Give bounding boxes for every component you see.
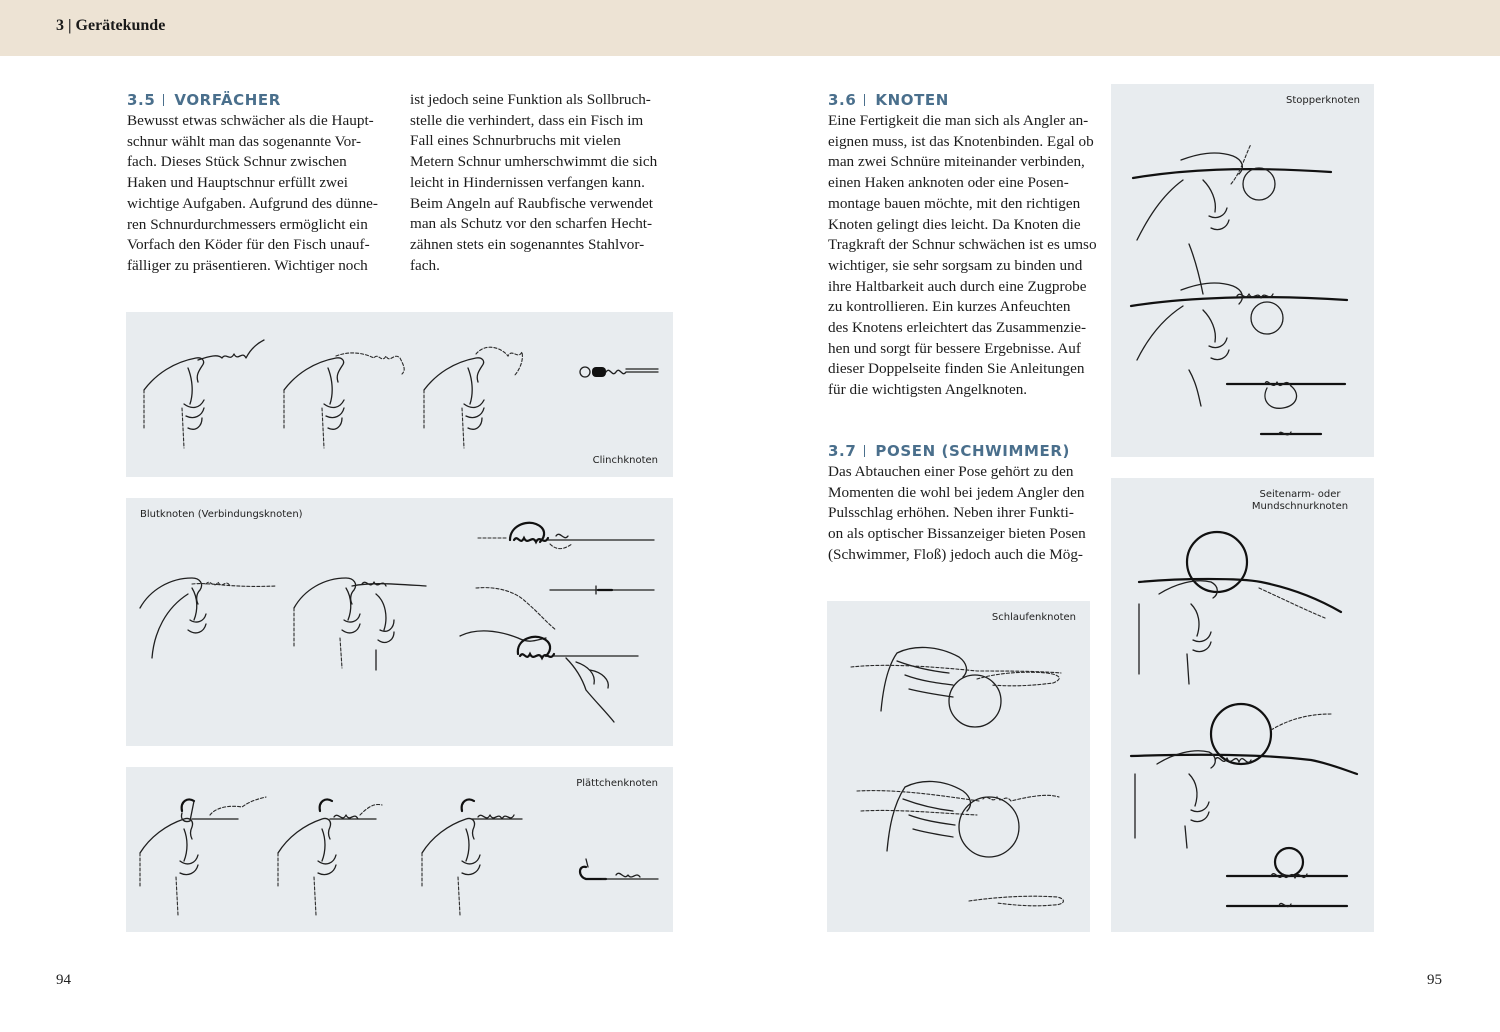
- text-line: man zwei Schnüre miteinander verbinden,: [828, 153, 1085, 171]
- caption-line: Seitenarm- oder: [1259, 489, 1341, 500]
- figure-plate-knot: [126, 767, 673, 932]
- caption-loop-knot: Schlaufenknoten: [991, 612, 1076, 623]
- text-line: Pulsschlag erhöhen. Neben ihrer Funkti-: [828, 504, 1074, 522]
- text-line: fach. Dieses Stück Schnur zwischen: [127, 153, 347, 171]
- caption-line: Mundschnurknoten: [1251, 501, 1349, 512]
- page-number-right: 95: [1427, 972, 1442, 988]
- text-line: Haken und Hauptschnur erfüllt zwei: [127, 174, 348, 192]
- text-line: Beim Angeln auf Raubfische verwendet: [410, 194, 653, 212]
- text-line: on als optischer Bissanzeiger bieten Posen: [828, 525, 1086, 543]
- text-line: Bewusst etwas schwächer als die Haupt-: [127, 112, 374, 129]
- text-line: stelle die verhindert, dass ein Fisch im: [410, 111, 644, 129]
- text-line: dieser Doppelseite finden Sie Anleitungen: [828, 360, 1085, 378]
- text-line: einen Haken anknoten oder eine Posen-: [828, 174, 1069, 192]
- figure-clinch-knot: [126, 312, 673, 477]
- caption-clinch-knot: Clinchknoten: [592, 455, 658, 466]
- caption-side-arm-knot: [1240, 489, 1360, 513]
- figure-stopper-knot: [1111, 84, 1374, 457]
- text-line: Das Abtauchen einer Pose gehört zu den: [828, 463, 1074, 480]
- body-text-column-2: [410, 90, 675, 276]
- text-line: für die wichtigsten Angelknoten.: [828, 381, 1028, 399]
- text-line: zähnen stets ein sogenanntes Stahlvor-: [410, 235, 645, 253]
- blood-knot-illustration: [126, 498, 673, 746]
- figure-blood-knot: [126, 498, 673, 746]
- heading-separator: [864, 94, 865, 106]
- text-line: wichtiger, sie sehr sorgsam zu binden und: [828, 256, 1083, 274]
- text-line: hen und sorgt für bessere Ergebnisse. Auf: [828, 339, 1081, 357]
- text-line: fälliger zu präsentieren. Wichtiger noch: [127, 256, 368, 274]
- plate-knot-illustration: [126, 767, 673, 932]
- stopper-knot-illustration: [1111, 84, 1374, 457]
- text-line: Vorfach den Köder für den Fisch unauf-: [127, 236, 370, 254]
- figure-side-arm-knot: [1111, 478, 1374, 932]
- text-line: des Knotens erleichtert das Zusammenzie-: [828, 319, 1087, 337]
- caption-stopper-knot: Stopperknoten: [1285, 95, 1360, 106]
- text-line: Knoten gelingt dies leicht. Da Knoten die: [828, 215, 1081, 233]
- text-line: Tragkraft der Schnur schwächen ist es umso: [828, 236, 1097, 254]
- text-line: montage bauen möchte, mit den richtigen: [828, 194, 1081, 212]
- chapter-title: 3 | Gerätekunde: [56, 17, 166, 34]
- section-heading-posen: [828, 442, 1070, 460]
- text-line: zu kontrollieren. Ein kurzes Anfeuchten: [828, 298, 1071, 316]
- section-number: 3.6: [828, 91, 857, 109]
- heading-separator: [864, 445, 865, 457]
- caption-plate-knot: Plättchenknoten: [576, 778, 658, 789]
- clinch-knot-illustration: [126, 312, 673, 477]
- heading-separator: [163, 94, 164, 106]
- section-title: POSEN (SCHWIMMER): [875, 442, 1070, 460]
- text-line: leicht in Hindernissen verfangen kann.: [410, 173, 645, 191]
- side-arm-knot-illustration: [1111, 478, 1374, 932]
- text-line: ren Schnurdurchmessers ermöglicht ein: [127, 215, 368, 233]
- text-line: man als Schutz vor den scharfen Hecht-: [410, 215, 653, 233]
- section-title: VORFÄCHER: [174, 91, 281, 109]
- section-heading-vorfaecher: [127, 91, 281, 109]
- text-line: wichtige Aufgaben. Aufgrund des dünne-: [127, 194, 378, 212]
- section-number: 3.5: [127, 91, 156, 109]
- section-number: 3.7: [828, 442, 857, 460]
- loop-knot-illustration: [827, 601, 1090, 932]
- body-text-knoten: [828, 111, 1098, 401]
- text-line: Metern Schnur umherschwimmt die sich: [410, 153, 658, 171]
- text-line: Eine Fertigkeit die man sich als Angler an-: [828, 112, 1089, 129]
- figure-loop-knot: [827, 601, 1090, 932]
- text-line: eignen muss, ist das Knotenbinden. Egal ob: [828, 132, 1094, 150]
- body-text-column-1: [127, 111, 392, 277]
- chapter-header-bar: [0, 0, 1500, 56]
- page-number-left: 94: [56, 972, 71, 988]
- text-line: schnur wählt man das sogenannte Vor-: [127, 132, 362, 150]
- body-text-posen: [828, 462, 1098, 566]
- text-line: ist jedoch seine Funktion als Sollbruch-: [410, 91, 651, 108]
- text-line: ihre Haltbarkeit auch durch eine Zugprobe: [828, 277, 1087, 295]
- caption-blood-knot: Blutknoten (Verbindungsknoten): [140, 509, 303, 520]
- text-line: Fall eines Schnurbruchs mit vielen: [410, 132, 621, 150]
- text-line: fach.: [410, 256, 440, 274]
- section-title: KNOTEN: [875, 91, 949, 109]
- text-line: Momenten die wohl bei jedem Angler den: [828, 483, 1085, 501]
- text-line: (Schwimmer, Floß) jedoch auch die Mög-: [828, 545, 1083, 563]
- section-heading-knoten: [828, 91, 949, 109]
